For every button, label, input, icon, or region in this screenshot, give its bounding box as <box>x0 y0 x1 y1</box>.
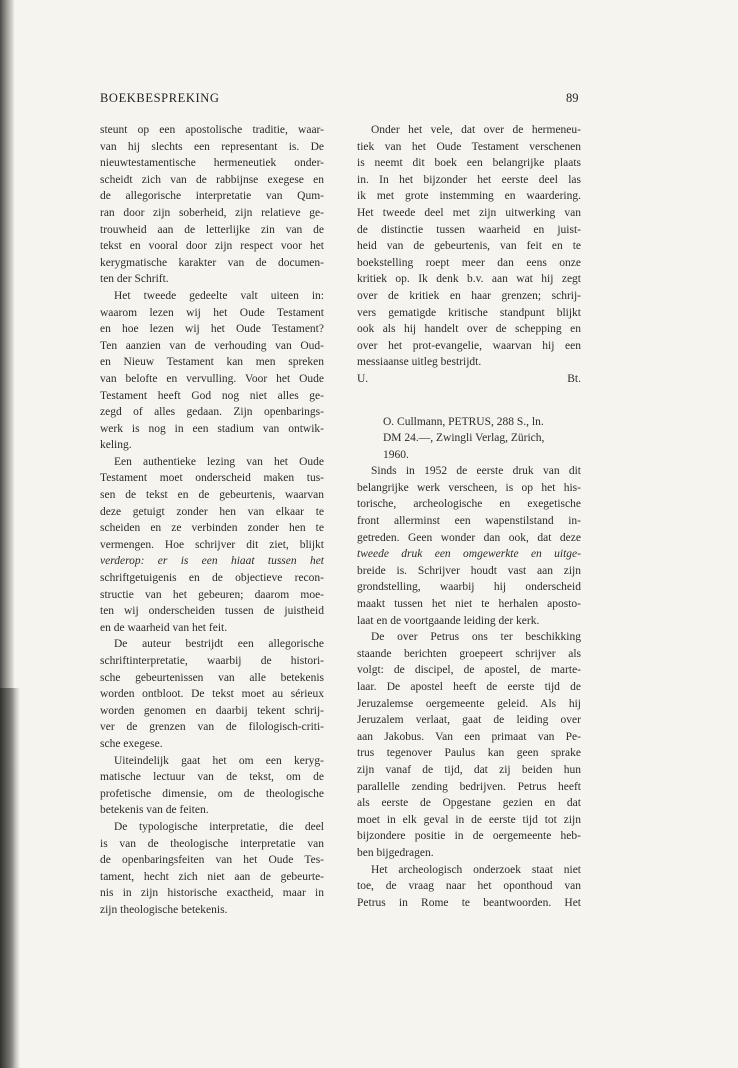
text-line: getreden. Geen wonder dan ook, dat deze <box>357 531 581 544</box>
text-line: sen de tekst en de gebeurtenis, waarvan <box>100 489 324 502</box>
text-line: Het tweede gedeelte valt uiteen in: <box>114 289 324 302</box>
text-line: nieuwtestamentische hermeneutiek onder- <box>100 157 324 170</box>
signature-name: Bt. <box>567 372 581 385</box>
text-line: aan Jakobus. Van een primaat van Pe- <box>357 730 581 743</box>
bib-line: O. Cullmann, PETRUS, 288 S., ln. <box>383 415 544 428</box>
text-line: deze getuigt zonder hen van elkaar te <box>100 505 324 518</box>
text-line: volgt: de discipel, de apostel, de marte- <box>357 664 581 677</box>
text-line: profetische dimensie, om de theologische <box>100 787 324 800</box>
text-line: zijn theologische betekenis. <box>100 903 228 916</box>
text-line: keling. <box>100 439 132 452</box>
text-line: De auteur bestrijdt een allegorische <box>114 638 324 651</box>
text-line: schriftinterpretatie, waarbij de histori- <box>100 655 324 667</box>
text-line: en de waarheid van het feit. <box>100 621 228 634</box>
text-line: ran door zijn soberheid, zijn relatieve ge- <box>100 206 324 219</box>
text-line: Testament heeft God nog niet alles ge- <box>100 389 324 402</box>
text-line: heid van de gebeurtenis, van feit en te <box>357 240 581 253</box>
text-line: laat en de voortgaande leiding der kerk. <box>357 614 540 627</box>
italic-text-line: tweede druk een omgewerkte en uitge- <box>357 548 581 561</box>
text-line: vers gematigde kritische standpunt blijkt <box>357 306 581 319</box>
text-line: Een authentieke lezing van het Oude <box>114 455 324 468</box>
text-line: ver de grenzen van de filologisch-criti- <box>100 721 324 734</box>
text-line: tekst en vooral door zijn respect voor het <box>100 240 324 253</box>
text-line: ten wij onderscheiden tussen de juistheid <box>100 605 324 618</box>
right-column <box>357 122 581 911</box>
text-line: Onder het vele, dat over de hermeneu- <box>371 124 581 136</box>
page-binding-shadow-bottom <box>0 688 20 1068</box>
text-line: scheidt zich van de rabbijnse exegese en <box>100 173 324 186</box>
bibliographic-entry <box>357 414 581 464</box>
text-line: over het prot-evangelie, waarvan hij een <box>357 339 581 352</box>
section-gap <box>357 388 581 414</box>
left-column <box>100 122 324 919</box>
text-line: in. In het bijzonder het eerste deel las <box>357 173 581 186</box>
text-line: Testament moet onderscheid maken tus- <box>100 472 324 485</box>
text-line: tament, hecht zich niet aan de gebeurte- <box>100 870 324 883</box>
text-line: Sinds in 1952 de eerste druk van dit <box>371 465 581 478</box>
text-line: kerygmatische karakter van de documen- <box>100 256 324 269</box>
text-line: de allegorische interpretatie van Qum- <box>100 190 324 203</box>
text-line: parallelle zending bedrijven. Petrus heeft <box>357 780 581 793</box>
text-line: torische, archeologische en exegetische <box>357 498 581 511</box>
text-line: Jeruzalemse oergemeente geleid. Als hij <box>357 697 581 710</box>
text-line: is neemt dit boek een belangrijke plaats <box>357 157 581 170</box>
text-line: boekstelling roept meer dan eens onze <box>357 256 581 269</box>
text-line: en hoe lezen wij het Oude Testament? <box>100 323 324 336</box>
text-line: worden genomen en daarbij tekent schrij- <box>100 704 324 717</box>
text-line: waarom lezen wij het Oude Testament <box>100 306 324 319</box>
page-number: 89 <box>566 91 579 105</box>
text-line: De over Petrus ons ter beschikking <box>371 631 581 644</box>
paragraph <box>100 288 324 454</box>
text-line: breide is. Schrijver houdt vast aan zijn <box>357 564 581 577</box>
text-line: Het archeologisch onderzoek staat niet <box>371 863 581 876</box>
text-line: De typologische interpretatie, die deel <box>114 820 324 833</box>
running-head: BOEKBESPREKING <box>100 91 220 105</box>
text-line: messiaanse uitleg bestrijdt. <box>357 356 482 369</box>
text-line: kritiek op. Ik denk b.v. aan wat hij zegt <box>357 273 581 286</box>
text-line: ben bijgedragen. <box>357 846 434 859</box>
text-line: is van de theologische interpretatie van <box>100 837 324 850</box>
text-line: als eerste de Opgestane gezien en dat <box>357 797 581 810</box>
paragraph <box>357 122 581 371</box>
paragraph <box>100 753 324 819</box>
text-line: Het tweede deel met zijn uitwerking van <box>357 206 581 219</box>
text-line: toe, de vraag naar het oponthoud van <box>357 880 581 893</box>
bib-line: DM 24.—, Zwingli Verlag, Zürich, <box>383 432 545 445</box>
paragraph <box>357 862 581 912</box>
text-line: sche gebeurtenissen van alle betekenis <box>100 671 324 684</box>
text-line: de openbaringsfeiten van het Oude Tes- <box>100 854 324 867</box>
text-line: zijn vanaf de tijd, dat zij beiden hun <box>357 763 581 776</box>
text-line: over de kritiek en haar grenzen; schrij- <box>357 289 581 302</box>
review-signature <box>357 371 581 388</box>
paragraph <box>100 819 324 919</box>
text-line: grondstelling, waarbij hij onderscheid <box>357 581 581 594</box>
text-line: moet in elk geval in de eerste tijd tot zijn <box>357 813 581 826</box>
text-line: scheiden en ze verbinden zonder hen te <box>100 522 324 535</box>
bib-line: 1960. <box>383 448 409 461</box>
text-line: vermengen. Hoe schrijver dit ziet, blijkt <box>100 538 324 551</box>
paragraph <box>357 463 581 629</box>
text-line: belangrijke werk verscheen, is op het his- <box>357 481 581 494</box>
text-line: worden ontbloot. De tekst moet au sérieux <box>100 688 324 701</box>
text-line: bijzondere positie in de oergemeente heb- <box>357 830 581 843</box>
text-line: staande berichten groepeert schrijver als <box>357 647 581 660</box>
text-line: schriftgetuigenis en de objectieve recon- <box>100 572 324 585</box>
text-line: steunt op een apostolische traditie, waar- <box>100 124 324 136</box>
text-line: tiek van het Oude Testament verschenen <box>357 140 581 153</box>
text-line: Jeruzalem verlaat, gaat de leiding over <box>357 714 581 727</box>
text-line: en Nieuw Testament kan men spreken <box>100 356 324 369</box>
paragraph <box>357 629 581 861</box>
text-line: ook als hij handelt over de schepping en <box>357 323 581 336</box>
text-line: de distinctie tussen waarheid en juist- <box>357 223 581 236</box>
text-line: structie van het gebeuren; daarom moe- <box>100 588 324 601</box>
text-line: front allerminst een wapenstilstand in- <box>357 515 581 528</box>
text-line: ik met grote instemming en waardering. <box>357 190 581 203</box>
text-line: trus tegenover Paulus kan geen sprake <box>357 747 581 760</box>
text-line: nis in zijn historische exactheid, maar in <box>100 887 324 900</box>
text-line: van hij slechts een representant is. De <box>100 140 324 153</box>
text-line: Uiteindelijk gaat het om een keryg- <box>114 754 324 767</box>
italic-text-line: verderop: er is een hiaat tussen het <box>100 555 324 568</box>
signature-initial: U. <box>357 372 369 385</box>
text-line: trouwheid aan de letterlijke zin van de <box>100 223 324 236</box>
text-line: matische lectuur van de tekst, om de <box>100 771 324 784</box>
text-line: zegd of alles gedaan. Zijn openbarings- <box>100 406 324 419</box>
text-line: ten der Schrift. <box>100 273 169 286</box>
text-line: Ten aanzien van de verhouding van Oud- <box>100 339 324 352</box>
paragraph <box>100 636 324 752</box>
paragraph <box>100 122 324 288</box>
text-line: laar. De apostel heeft de eerste tijd de <box>357 681 581 693</box>
text-line: werk is nog in een stadium van ontwik- <box>100 422 324 435</box>
text-line: maakt tussen het niet te herhalen aposto- <box>357 598 581 611</box>
text-line: sche exegese. <box>100 737 163 750</box>
text-line: van belofte en vervulling. Voor het Oude <box>100 372 324 385</box>
paragraph <box>100 454 324 637</box>
text-line: betekenis van de feiten. <box>100 804 209 817</box>
text-line: Petrus in Rome te beantwoorden. Het <box>357 896 581 909</box>
